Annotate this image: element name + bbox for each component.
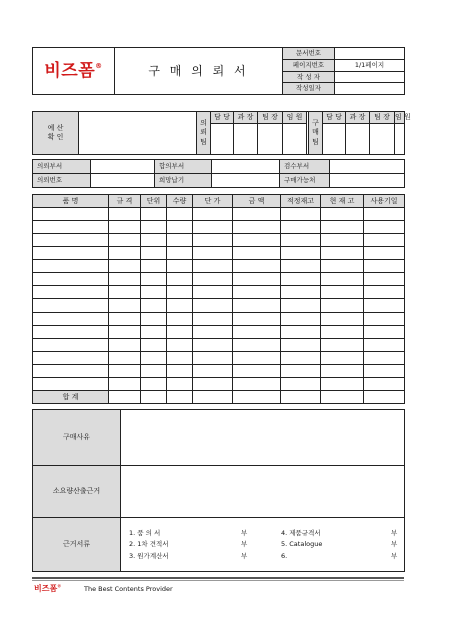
item-cell[interactable]: [167, 377, 193, 390]
item-cell[interactable]: [193, 221, 233, 234]
item-row: [33, 247, 405, 260]
item-cell[interactable]: [109, 351, 141, 364]
item-cell[interactable]: [193, 299, 233, 312]
item-cell[interactable]: [33, 364, 109, 377]
role-header: 팀 장: [258, 112, 283, 124]
item-cell[interactable]: [364, 377, 405, 390]
item-cell[interactable]: [281, 286, 321, 299]
desired-delivery-label: 희망납기: [155, 174, 212, 188]
logo: 비즈폼®: [33, 48, 115, 95]
item-cell[interactable]: [233, 221, 281, 234]
item-cell[interactable]: [33, 312, 109, 325]
col-header-current-stock: 현 재 고: [321, 195, 364, 208]
signature-box[interactable]: [323, 124, 346, 155]
agreeing-dept-field[interactable]: [212, 160, 280, 174]
col-header-unit: 단위: [141, 195, 167, 208]
item-cell[interactable]: [281, 273, 321, 286]
item-cell[interactable]: [364, 312, 405, 325]
footer-rule: [32, 577, 404, 579]
doc-count-mark: 부: [391, 540, 398, 549]
doc-item: 1. 품 의 서: [129, 528, 161, 537]
item-cell[interactable]: [321, 273, 364, 286]
item-cell[interactable]: [321, 364, 364, 377]
meta-value[interactable]: [335, 48, 405, 60]
meta-label: 페이지번호: [283, 59, 335, 71]
item-cell[interactable]: [281, 364, 321, 377]
item-cell[interactable]: [33, 338, 109, 351]
item-cell[interactable]: [33, 247, 109, 260]
item-cell[interactable]: [364, 221, 405, 234]
item-cell[interactable]: [321, 312, 364, 325]
role-header: 담 당: [211, 112, 234, 124]
meta-value[interactable]: [335, 71, 405, 83]
item-cell[interactable]: [364, 234, 405, 247]
item-cell[interactable]: [233, 312, 281, 325]
item-cell[interactable]: [141, 286, 167, 299]
item-cell[interactable]: [281, 260, 321, 273]
item-cell[interactable]: [193, 273, 233, 286]
signature-box[interactable]: [283, 124, 307, 155]
item-cell[interactable]: [193, 234, 233, 247]
item-cell[interactable]: [141, 364, 167, 377]
col-header-use-date: 사용기일: [364, 195, 405, 208]
doc-item: 2. 1차 견적서: [129, 540, 169, 549]
item-cell[interactable]: [141, 312, 167, 325]
item-cell[interactable]: [281, 325, 321, 338]
item-cell[interactable]: [233, 377, 281, 390]
item-cell[interactable]: [364, 364, 405, 377]
item-cell[interactable]: [167, 338, 193, 351]
total-cell[interactable]: [321, 391, 364, 404]
meta-label: 문서번호: [283, 48, 335, 60]
item-cell[interactable]: [167, 273, 193, 286]
item-cell[interactable]: [281, 351, 321, 364]
signature-box[interactable]: [370, 124, 395, 155]
item-cell[interactable]: [281, 377, 321, 390]
request-number-field[interactable]: [91, 174, 155, 188]
item-cell[interactable]: [321, 234, 364, 247]
total-cell[interactable]: [233, 391, 281, 404]
item-cell[interactable]: [364, 247, 405, 260]
doc-item: 4. 제품규격서: [281, 528, 321, 537]
supporting-docs-label: 근거서류: [33, 518, 121, 572]
signature-box[interactable]: [211, 124, 234, 155]
desired-delivery-field[interactable]: [212, 174, 280, 188]
department-table: [32, 159, 405, 188]
item-cell[interactable]: [109, 208, 141, 221]
item-cell[interactable]: [233, 325, 281, 338]
item-row: [33, 260, 405, 273]
item-cell[interactable]: [167, 312, 193, 325]
item-cell[interactable]: [167, 286, 193, 299]
item-cell[interactable]: [233, 299, 281, 312]
signature-box[interactable]: [395, 124, 405, 155]
item-cell[interactable]: [233, 234, 281, 247]
total-cell[interactable]: [364, 391, 405, 404]
item-cell[interactable]: [33, 260, 109, 273]
doc-item: 3. 원가계산서: [129, 551, 169, 560]
meta-value[interactable]: 1/1페이지: [335, 59, 405, 71]
footer-rule-thin: [32, 580, 404, 581]
item-cell[interactable]: [141, 208, 167, 221]
item-cell[interactable]: [141, 221, 167, 234]
document-title: 구 매 의 뢰 서: [115, 48, 283, 95]
doc-count-mark: 부: [241, 540, 248, 549]
item-cell[interactable]: [167, 260, 193, 273]
item-row: [33, 234, 405, 247]
available-vendor-label: 구매가능처: [280, 174, 330, 188]
role-header: 팀 장: [370, 112, 395, 124]
item-row: [33, 351, 405, 364]
signature-box[interactable]: [258, 124, 283, 155]
item-cell[interactable]: [233, 364, 281, 377]
role-header: 담 당: [323, 112, 346, 124]
item-row: [33, 221, 405, 234]
item-cell[interactable]: [167, 234, 193, 247]
item-cell[interactable]: [167, 299, 193, 312]
item-cell[interactable]: [141, 338, 167, 351]
item-cell[interactable]: [167, 208, 193, 221]
item-cell[interactable]: [33, 351, 109, 364]
purchase-reason-field[interactable]: [121, 410, 405, 466]
item-cell[interactable]: [321, 286, 364, 299]
item-cell[interactable]: [321, 377, 364, 390]
signature-box[interactable]: [346, 124, 370, 155]
role-header: 임 원: [395, 112, 405, 124]
inspection-dept-field[interactable]: [330, 160, 405, 174]
quantity-basis-field[interactable]: [121, 466, 405, 518]
item-cell[interactable]: [141, 247, 167, 260]
agreeing-dept-label: 합의부서: [155, 160, 212, 174]
item-cell[interactable]: [167, 325, 193, 338]
item-cell[interactable]: [109, 273, 141, 286]
item-row: [33, 273, 405, 286]
doc-count-mark: 부: [241, 528, 248, 537]
item-cell[interactable]: [109, 286, 141, 299]
item-cell[interactable]: [281, 221, 321, 234]
col-header-spec: 규 격: [109, 195, 141, 208]
supporting-docs-field[interactable]: [121, 518, 405, 572]
supporting-docs-list: [121, 530, 404, 560]
item-cell[interactable]: [233, 273, 281, 286]
item-cell[interactable]: [193, 260, 233, 273]
item-cell[interactable]: [233, 351, 281, 364]
item-cell[interactable]: [321, 325, 364, 338]
item-cell[interactable]: [364, 273, 405, 286]
item-row: [33, 286, 405, 299]
item-cell[interactable]: [233, 286, 281, 299]
total-cell[interactable]: [109, 391, 141, 404]
item-cell[interactable]: [321, 221, 364, 234]
meta-value[interactable]: [335, 83, 405, 95]
item-cell[interactable]: [193, 286, 233, 299]
footer-logo: 비즈폼®: [34, 583, 62, 593]
item-cell[interactable]: [33, 286, 109, 299]
budget-check-label: 예 산 확 인: [33, 112, 79, 155]
requesting-dept-label: 의뢰부서: [33, 160, 91, 174]
item-row: [33, 364, 405, 377]
item-cell[interactable]: [233, 338, 281, 351]
item-cell[interactable]: [281, 312, 321, 325]
doc-item: 5. Catalogue: [281, 540, 323, 549]
item-row: [33, 299, 405, 312]
doc-item: 6.: [281, 551, 288, 560]
item-cell[interactable]: [33, 234, 109, 247]
total-cell[interactable]: [193, 391, 233, 404]
item-cell[interactable]: [233, 260, 281, 273]
col-header-item-name: 품 명: [33, 195, 109, 208]
role-header: 과 장: [234, 112, 258, 124]
total-cell[interactable]: [281, 391, 321, 404]
item-cell[interactable]: [33, 325, 109, 338]
item-row: [33, 338, 405, 351]
item-cell[interactable]: [281, 338, 321, 351]
item-cell[interactable]: [109, 325, 141, 338]
doc-count-mark: 부: [241, 551, 248, 560]
item-cell[interactable]: [193, 364, 233, 377]
total-cell[interactable]: [167, 391, 193, 404]
items-table: [32, 194, 405, 404]
col-header-unit-price: 단 가: [193, 195, 233, 208]
item-cell[interactable]: [193, 312, 233, 325]
item-cell[interactable]: [167, 364, 193, 377]
item-cell[interactable]: [141, 273, 167, 286]
item-cell[interactable]: [33, 221, 109, 234]
meta-label: 작성일자: [283, 83, 335, 95]
col-header-quantity: 수량: [167, 195, 193, 208]
budget-check-field[interactable]: [79, 112, 197, 155]
item-cell[interactable]: [364, 208, 405, 221]
meta-label: 작 성 자: [283, 71, 335, 83]
item-cell[interactable]: [364, 351, 405, 364]
item-cell[interactable]: [141, 351, 167, 364]
item-row: [33, 325, 405, 338]
item-cell[interactable]: [193, 247, 233, 260]
item-cell[interactable]: [109, 377, 141, 390]
item-cell[interactable]: [321, 247, 364, 260]
item-cell[interactable]: [281, 208, 321, 221]
item-row: [33, 208, 405, 221]
item-cell[interactable]: [321, 299, 364, 312]
doc-count-mark: 부: [391, 528, 398, 537]
total-cell[interactable]: [141, 391, 167, 404]
item-cell[interactable]: [193, 351, 233, 364]
item-cell[interactable]: [233, 208, 281, 221]
item-cell[interactable]: [281, 299, 321, 312]
item-row: [33, 312, 405, 325]
signature-box[interactable]: [234, 124, 258, 155]
item-cell[interactable]: [364, 260, 405, 273]
available-vendor-field[interactable]: [330, 174, 405, 188]
col-header-proper-stock: 적정재고: [281, 195, 321, 208]
item-cell[interactable]: [364, 325, 405, 338]
item-cell[interactable]: [109, 247, 141, 260]
item-cell[interactable]: [167, 247, 193, 260]
item-cell[interactable]: [167, 351, 193, 364]
total-label: 합 계: [33, 391, 109, 404]
item-cell[interactable]: [141, 325, 167, 338]
request-number-label: 의뢰번호: [33, 174, 91, 188]
item-cell[interactable]: [141, 234, 167, 247]
item-cell[interactable]: [364, 299, 405, 312]
role-header: 임 원: [283, 112, 307, 124]
item-cell[interactable]: [193, 377, 233, 390]
requesting-dept-field[interactable]: [91, 160, 155, 174]
col-header-amount: 금 액: [233, 195, 281, 208]
item-cell[interactable]: [33, 377, 109, 390]
reason-table: [32, 409, 405, 572]
item-cell[interactable]: [321, 260, 364, 273]
approval-table: [32, 111, 411, 155]
item-cell[interactable]: [321, 351, 364, 364]
item-cell[interactable]: [109, 312, 141, 325]
requesting-team-label: 의 뢰 팀: [197, 112, 211, 155]
item-cell[interactable]: [193, 208, 233, 221]
item-cell[interactable]: [33, 273, 109, 286]
purchase-team-label: 구 매 팀: [309, 112, 323, 155]
item-cell[interactable]: [167, 221, 193, 234]
item-cell[interactable]: [193, 338, 233, 351]
item-cell[interactable]: [193, 325, 233, 338]
item-cell[interactable]: [141, 260, 167, 273]
item-row: [33, 377, 405, 390]
item-cell[interactable]: [281, 247, 321, 260]
item-cell[interactable]: [109, 338, 141, 351]
purchase-reason-label: 구매사유: [33, 410, 121, 466]
item-cell[interactable]: [33, 299, 109, 312]
role-header: 과 장: [346, 112, 370, 124]
item-cell[interactable]: [364, 338, 405, 351]
item-cell[interactable]: [321, 338, 364, 351]
doc-count-mark: 부: [391, 551, 398, 560]
footer-tagline: The Best Contents Provider: [84, 585, 173, 593]
item-cell[interactable]: [109, 221, 141, 234]
item-cell[interactable]: [364, 286, 405, 299]
item-cell[interactable]: [109, 234, 141, 247]
item-cell[interactable]: [33, 208, 109, 221]
item-cell[interactable]: [281, 234, 321, 247]
item-cell[interactable]: [109, 364, 141, 377]
item-cell[interactable]: [141, 377, 167, 390]
item-cell[interactable]: [233, 247, 281, 260]
inspection-dept-label: 검수부서: [280, 160, 330, 174]
quantity-basis-label: 소요량산출근거: [33, 466, 121, 518]
header-table: [32, 47, 405, 95]
item-cell[interactable]: [321, 208, 364, 221]
item-cell[interactable]: [109, 299, 141, 312]
item-cell[interactable]: [109, 260, 141, 273]
item-cell[interactable]: [141, 299, 167, 312]
